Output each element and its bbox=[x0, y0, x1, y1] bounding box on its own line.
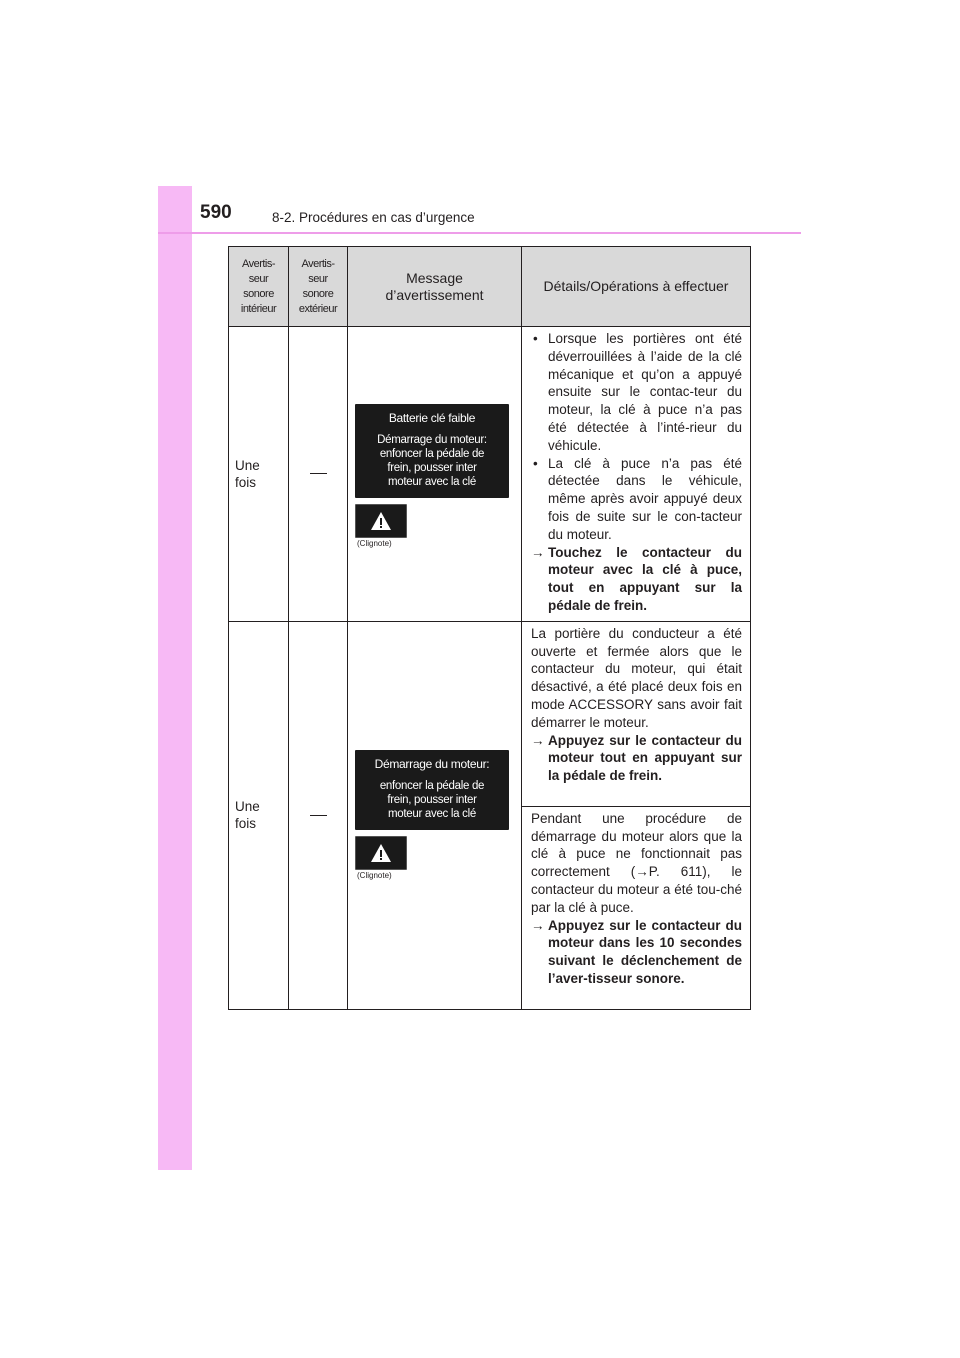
bullet-text: La clé à puce n’a pas été détectée dans le véhicule, même après avoir appuyé deux fois de suite sur le con-tacteur du moteur. bbox=[548, 455, 742, 542]
warning-triangle-icon bbox=[355, 836, 407, 870]
section-title: 8-2. Procédures en cas d’urgence bbox=[272, 210, 475, 225]
display-text: enfoncer la pédale de bbox=[379, 779, 485, 792]
page-number: 590 bbox=[200, 202, 232, 223]
details-cell bbox=[522, 327, 751, 622]
detail-text: La portière du conducteur a été ouverte et fermée alors que le contacteur du moteur, qui était désactivé, a été placé deux fois en mode ACCESSORY sans avoir fait démarrer le moteur. bbox=[531, 625, 742, 730]
warning-display bbox=[355, 404, 509, 498]
frequency-text: Une bbox=[235, 457, 260, 473]
header-text: sonore bbox=[302, 287, 334, 300]
dash-mark bbox=[310, 473, 327, 474]
header-text: Détails/Opérations à effectuer bbox=[543, 278, 729, 294]
header-text: sonore bbox=[243, 287, 274, 300]
arrow-mark: → bbox=[531, 544, 545, 560]
frequency-text: fois bbox=[235, 816, 257, 832]
table-row bbox=[229, 327, 751, 622]
message-cell bbox=[348, 621, 522, 1009]
warning-icon-wrap bbox=[355, 836, 407, 881]
frequency-cell bbox=[229, 327, 289, 622]
blink-label: (Clignote) bbox=[357, 870, 392, 880]
header-text: Avertis- bbox=[241, 257, 276, 270]
side-tab-band bbox=[158, 186, 192, 1170]
display-text: moteur avec la clé bbox=[388, 476, 476, 489]
detail-bullet bbox=[531, 330, 742, 455]
display-title: Démarrage du moteur: bbox=[374, 756, 490, 771]
bullet-text: Lorsque les portières ont été déverrouillées à l’aide de la clé mécanique et qu’on a appuyé ensuite sur le contac-teur du moteur, la clé à puce n’a pas été détectée à l’inté-rieur du véhicule. bbox=[548, 331, 742, 453]
header-inner-buzzer bbox=[229, 247, 289, 327]
header-text: d’avertissement bbox=[385, 286, 484, 303]
detail-bullet bbox=[531, 455, 742, 544]
display-text: enfoncer la pédale de bbox=[379, 448, 485, 461]
header-text: extérieur bbox=[298, 302, 338, 315]
header-text: Message bbox=[406, 269, 463, 286]
arrow-mark: → bbox=[531, 917, 545, 933]
action-text: Touchez le contacteur du moteur avec la clé à puce, tout en appuyant sur la pédale de frein. bbox=[548, 544, 742, 613]
header-rule bbox=[158, 232, 801, 234]
header-text: seur bbox=[308, 272, 328, 285]
detail-action bbox=[531, 917, 742, 988]
outer-buzzer-cell bbox=[289, 621, 348, 1009]
bullet-mark: • bbox=[533, 331, 538, 346]
detail-action bbox=[531, 732, 742, 785]
table-row bbox=[229, 621, 751, 806]
arrow-mark: → bbox=[531, 732, 545, 748]
display-text: frein, pousser inter bbox=[387, 793, 477, 806]
header-message bbox=[348, 247, 522, 327]
header-text: seur bbox=[248, 272, 269, 285]
display-text: Démarrage du moteur: bbox=[377, 434, 487, 447]
table-header-row bbox=[229, 247, 751, 327]
warning-table bbox=[228, 246, 751, 1010]
warning-display bbox=[355, 750, 509, 830]
dash-mark bbox=[310, 815, 327, 816]
frequency-text: fois bbox=[235, 474, 257, 490]
display-title: Batterie clé faible bbox=[388, 411, 476, 426]
action-text: Appuyez sur le contacteur du moteur tout en appuyant sur la pédale de frein. bbox=[548, 732, 742, 784]
warning-icon-wrap bbox=[355, 504, 407, 549]
details-cell bbox=[522, 621, 751, 806]
display-text: frein, pousser inter bbox=[387, 462, 477, 475]
message-cell bbox=[348, 327, 522, 622]
detail-text: Pendant une procédure de démarrage du moteur alors que la clé à puce ne fonctionnait pas correctement (→P. 611), le contacteur du moteur a été tou-ché par la clé à puce. bbox=[531, 810, 742, 915]
header-text: intérieur bbox=[240, 302, 277, 315]
display-text: moteur avec la clé bbox=[388, 807, 476, 820]
details-cell bbox=[522, 806, 751, 1009]
blink-label: (Clignote) bbox=[357, 539, 392, 549]
frequency-cell bbox=[229, 621, 289, 1009]
outer-buzzer-cell bbox=[289, 327, 348, 622]
header-outer-buzzer bbox=[289, 247, 348, 327]
warning-triangle-icon bbox=[355, 504, 407, 538]
detail-action bbox=[531, 544, 742, 615]
bullet-mark: • bbox=[533, 455, 538, 471]
action-text: Appuyez sur le contacteur du moteur dans les 10 secondes suivant le déclenchement de l’aver-tisseur sonore. bbox=[548, 917, 742, 986]
frequency-text: Une bbox=[235, 799, 260, 815]
header-details bbox=[522, 247, 751, 327]
header-text: Avertis- bbox=[301, 257, 335, 270]
